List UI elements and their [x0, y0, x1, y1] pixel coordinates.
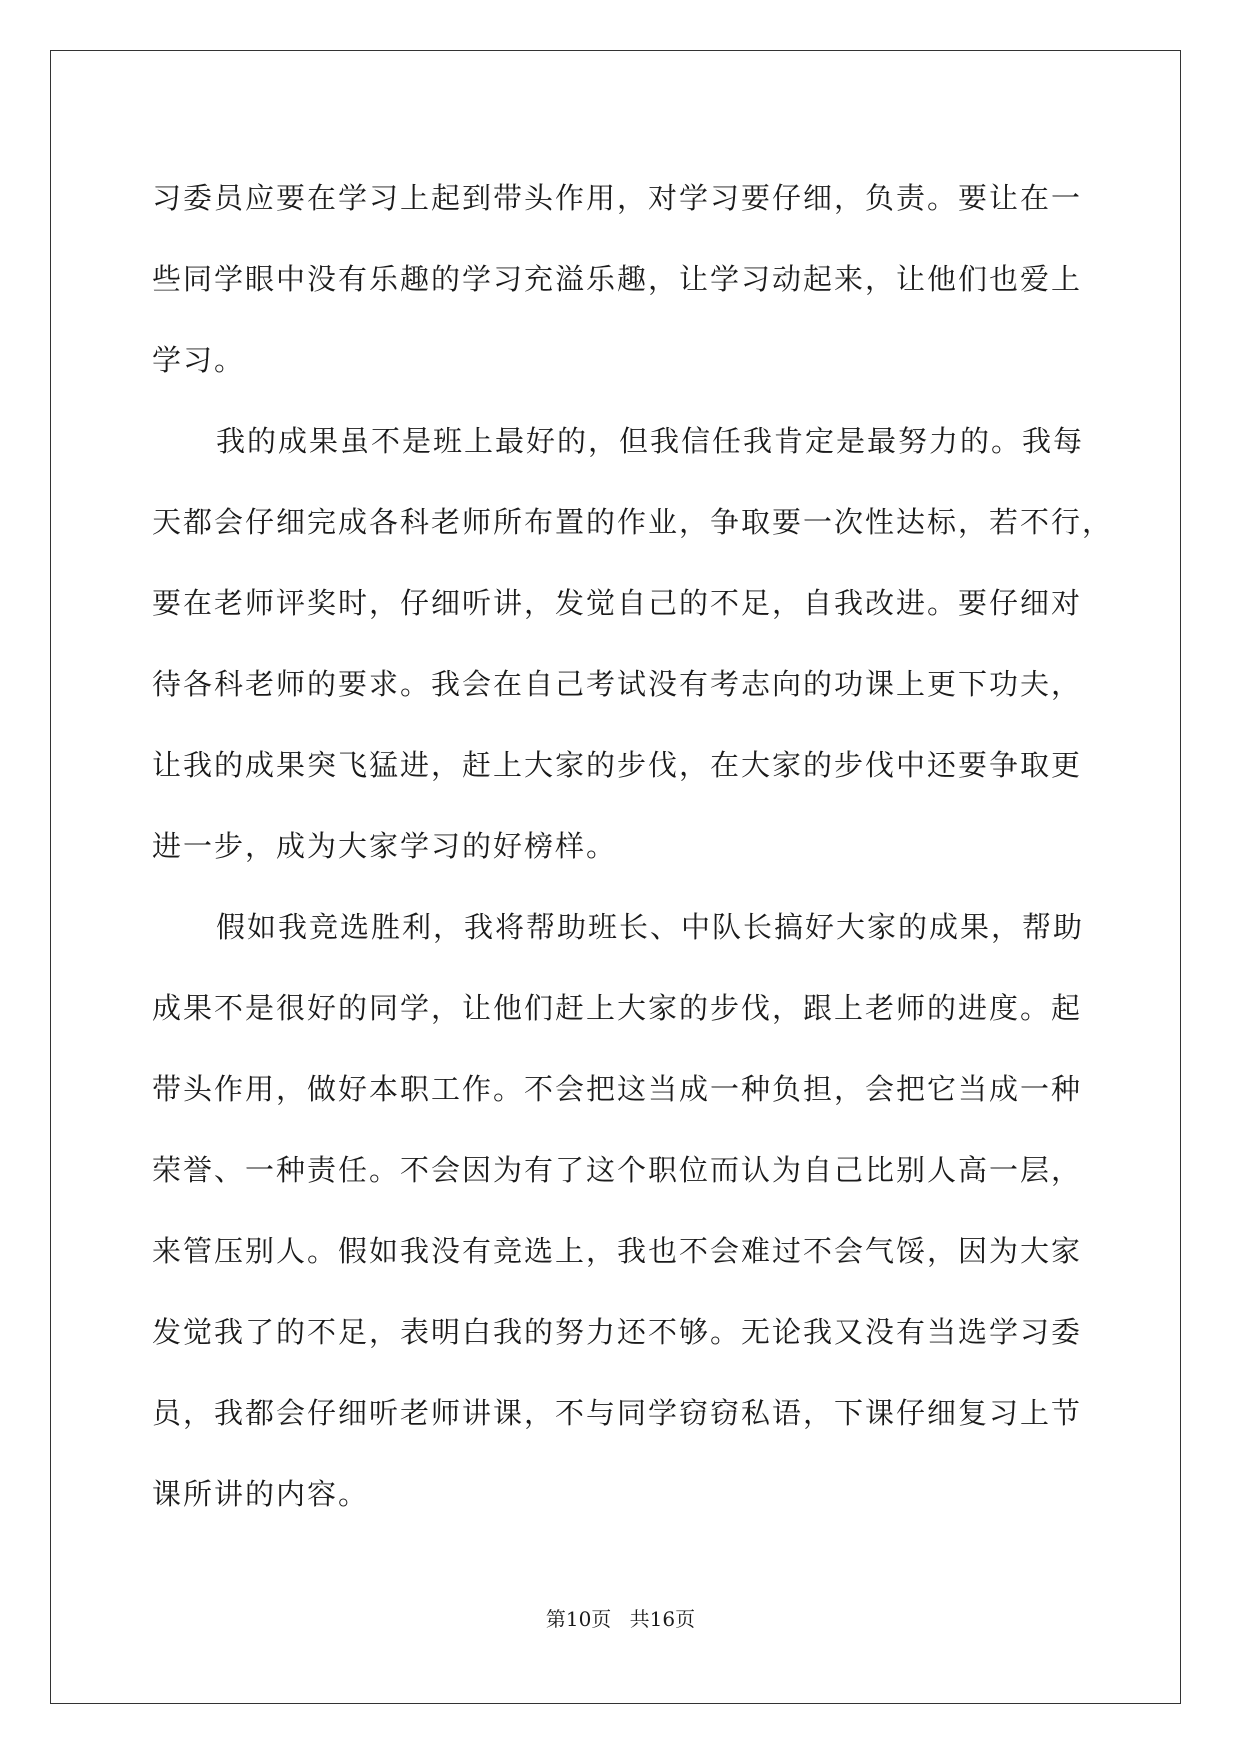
text-line: 天都会仔细完成各科老师所布置的作业，争取要一次性达标，若不行， — [152, 505, 1114, 539]
text-line: 些同学眼中没有乐趣的学习充溢乐趣，让学习动起来，让他们也爱上 — [152, 262, 1083, 296]
page-number: 第10页 — [545, 1607, 612, 1631]
text-line: 学习。 — [152, 343, 246, 377]
text-line: 待各科老师的要求。我会在自己考试没有考志向的功课上更下功夫， — [152, 667, 1083, 701]
text-line: 要在老师评奖时，仔细听讲，发觉自己的不足，自我改进。要仔细对 — [152, 586, 1083, 620]
text-line: 我的成果虽不是班上最好的，但我信任我肯定是最努力的。我每 — [216, 424, 1085, 458]
text-line: 课所讲的内容。 — [152, 1477, 370, 1511]
text-line: 员，我都会仔细听老师讲课，不与同学窃窃私语，下课仔细复习上节 — [152, 1396, 1083, 1430]
text-line: 发觉我了的不足，表明白我的努力还不够。无论我又没有当选学习委 — [152, 1315, 1083, 1349]
text-line: 荣誉、一种责任。不会因为有了这个职位而认为自己比别人高一层， — [152, 1153, 1083, 1187]
text-line: 成果不是很好的同学，让他们赶上大家的步伐，跟上老师的进度。起 — [152, 991, 1083, 1025]
page-footer — [0, 1603, 1241, 1632]
text-line: 来管压别人。假如我没有竞选上，我也不会难过不会气馁，因为大家 — [152, 1234, 1083, 1268]
document-body — [152, 158, 1114, 1535]
page-total: 共16页 — [629, 1607, 696, 1631]
paragraph-1 — [152, 158, 1092, 401]
text-line: 让我的成果突飞猛进，赶上大家的步伐，在大家的步伐中还要争取更 — [152, 748, 1083, 782]
text-line: 习委员应要在学习上起到带头作用，对学习要仔细，负责。要让在一 — [152, 181, 1083, 215]
paragraph-2 — [152, 401, 1114, 887]
text-line: 进一步，成为大家学习的好榜样。 — [152, 829, 618, 863]
text-line: 带头作用，做好本职工作。不会把这当成一种负担，会把它当成一种 — [152, 1072, 1083, 1106]
paragraph-3 — [152, 887, 1092, 1535]
text-line: 假如我竞选胜利，我将帮助班长、中队长搞好大家的成果，帮助 — [216, 910, 1085, 944]
